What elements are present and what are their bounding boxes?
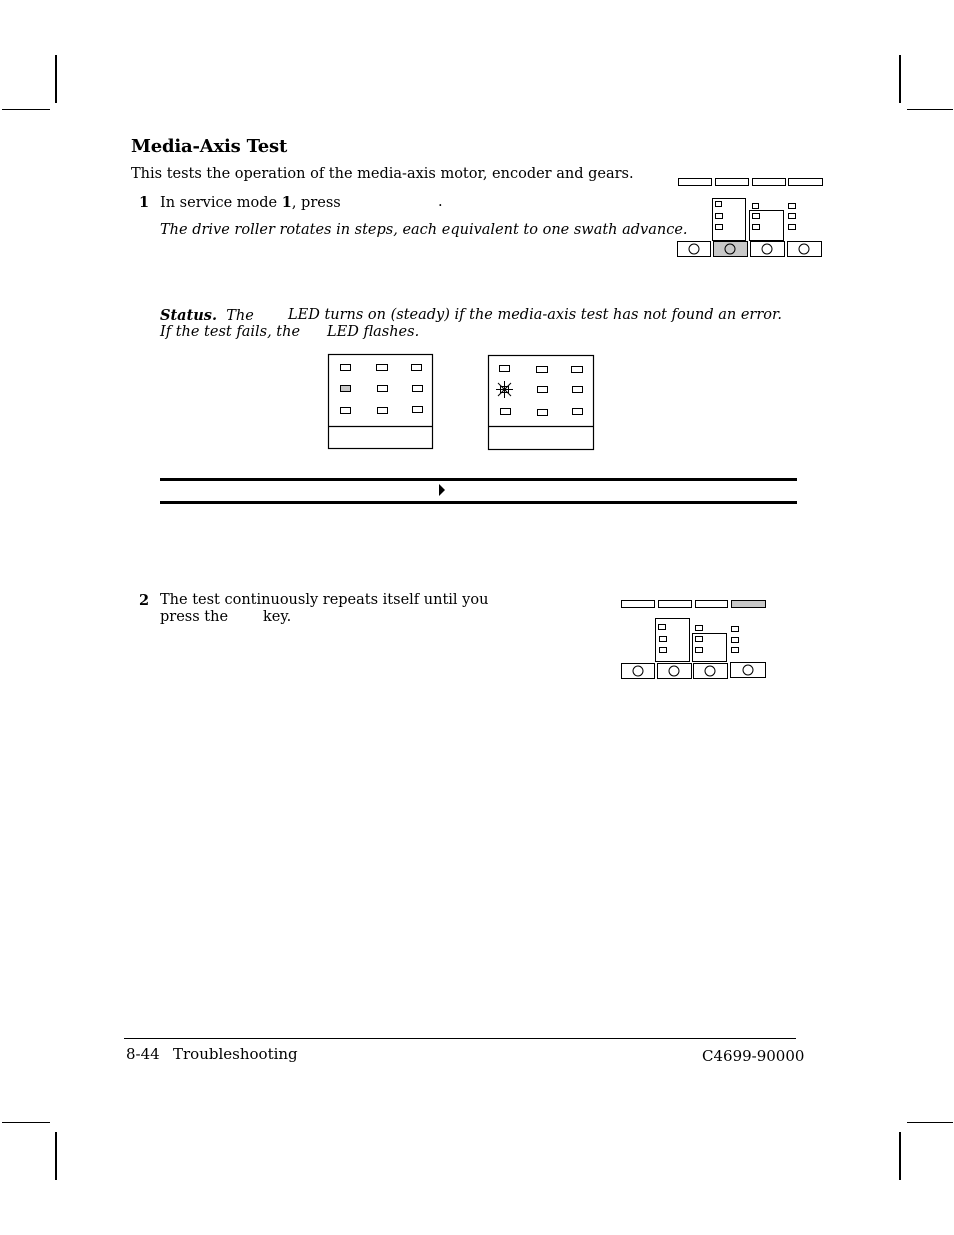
footer-page-number: 8-44 — [126, 1045, 160, 1063]
flashing-led-icon — [496, 381, 513, 398]
led-indicator — [716, 225, 723, 230]
crop-mark-bottom-right-horizontal — [907, 1122, 953, 1123]
led-indicator — [413, 407, 423, 413]
step-1-text-after: , press — [291, 195, 341, 211]
separator-rule-bottom — [160, 501, 797, 504]
step-2-line-2-a: press the — [160, 609, 229, 625]
section-title: Media-Axis Test — [131, 136, 288, 157]
led-indicator — [412, 365, 422, 371]
led-indicator — [537, 367, 548, 373]
status-line-1-b: LED turns on (steady) if the media-axis test has not found an error. — [288, 307, 782, 323]
led-indicator — [696, 648, 703, 653]
led-panel-fail — [486, 353, 598, 453]
led-indicator — [660, 637, 667, 642]
panel-key-slot — [679, 179, 712, 186]
pointer-icon — [436, 482, 448, 498]
status-label: Status. — [160, 307, 218, 324]
panel-key-slot — [753, 179, 786, 186]
intro-paragraph: This tests the operation of the media-axis motor, encoder and gears. — [131, 166, 634, 182]
crop-mark-top-left-horizontal — [2, 109, 50, 110]
button-circle — [762, 244, 772, 254]
led-indicator — [696, 626, 703, 631]
led-panel-pass — [326, 353, 436, 453]
status-line-2-b: LED flashes. — [327, 324, 420, 340]
led-indicator — [732, 627, 739, 632]
panel-key-slot — [716, 179, 749, 186]
button-circle — [799, 244, 809, 254]
led-indicator — [378, 408, 388, 414]
led-indicator — [341, 408, 351, 414]
led-indicator — [659, 625, 666, 630]
crop-mark-bottom-left-horizontal — [2, 1122, 50, 1123]
crop-mark-bottom-right-vertical — [899, 1132, 901, 1180]
step-2-number: 2 — [139, 592, 150, 609]
led-indicator — [732, 638, 739, 643]
led-indicator — [716, 202, 722, 207]
led-indicator — [660, 648, 667, 653]
crop-mark-bottom-left-vertical — [55, 1132, 57, 1180]
led-panel-frame — [489, 356, 594, 450]
led-indicator — [789, 214, 796, 219]
led-indicator — [573, 409, 583, 415]
led-indicator — [789, 204, 796, 209]
crop-mark-top-right-vertical — [899, 55, 901, 103]
status-line-2-a: If the test fails, the — [160, 324, 301, 340]
button-circle — [705, 666, 715, 676]
panel-key-slot — [622, 601, 655, 608]
led-indicator — [377, 365, 388, 371]
separator-rule-top — [160, 478, 797, 481]
led-indicator — [573, 387, 583, 393]
led-indicator — [789, 225, 796, 230]
panel-indicator-block — [713, 199, 746, 241]
footer-section: Troubleshooting — [173, 1045, 298, 1063]
led-indicator — [753, 225, 760, 230]
step-2-line-1: The test continuously repeats itself until you — [160, 592, 489, 608]
step-1-period: . — [438, 194, 443, 210]
status-line-1 — [160, 307, 254, 325]
panel-key-slot — [789, 179, 823, 186]
crop-mark-top-right-horizontal — [907, 109, 953, 110]
panel-indicator-block — [750, 211, 784, 241]
status-line-1-a: The — [226, 308, 254, 324]
led-indicator — [572, 367, 583, 373]
button-circle — [633, 666, 643, 676]
step-2-line-2-b: key. — [263, 609, 292, 625]
led-indicator — [753, 204, 759, 209]
led-indicator — [696, 637, 703, 642]
led-indicator — [753, 214, 760, 219]
led-indicator-lit — [341, 386, 351, 392]
led-indicator — [413, 386, 423, 392]
panel-key-slot-active — [732, 601, 766, 608]
step-1-mode-value: 1 — [281, 194, 292, 211]
led-indicator — [500, 366, 510, 372]
button-circle — [743, 665, 753, 675]
step-1-result: The drive roller rotates in steps, each equivalent to one swath advance. — [160, 222, 688, 238]
button-circle — [669, 666, 679, 676]
footer-rule — [124, 1038, 796, 1039]
panel-key-slot — [659, 601, 692, 608]
step-1-text-before: In service mode — [160, 195, 282, 211]
step-1-instruction — [160, 194, 341, 212]
led-indicator — [501, 409, 511, 415]
led-indicator — [716, 214, 723, 219]
led-indicator — [378, 386, 388, 392]
front-panel-diagram-step2 — [618, 597, 770, 683]
led-indicator — [538, 410, 548, 416]
led-indicator — [538, 387, 548, 393]
panel-key-slot — [696, 601, 728, 608]
button-circle — [689, 244, 699, 254]
footer-part-number: C4699-90000 — [702, 1047, 805, 1065]
led-indicator — [341, 365, 351, 371]
led-panel-frame — [329, 355, 433, 449]
front-panel-diagram-step1 — [675, 175, 827, 261]
step-1-number: 1 — [139, 194, 150, 211]
led-indicator — [732, 648, 739, 653]
crop-mark-top-left-vertical — [55, 55, 57, 103]
